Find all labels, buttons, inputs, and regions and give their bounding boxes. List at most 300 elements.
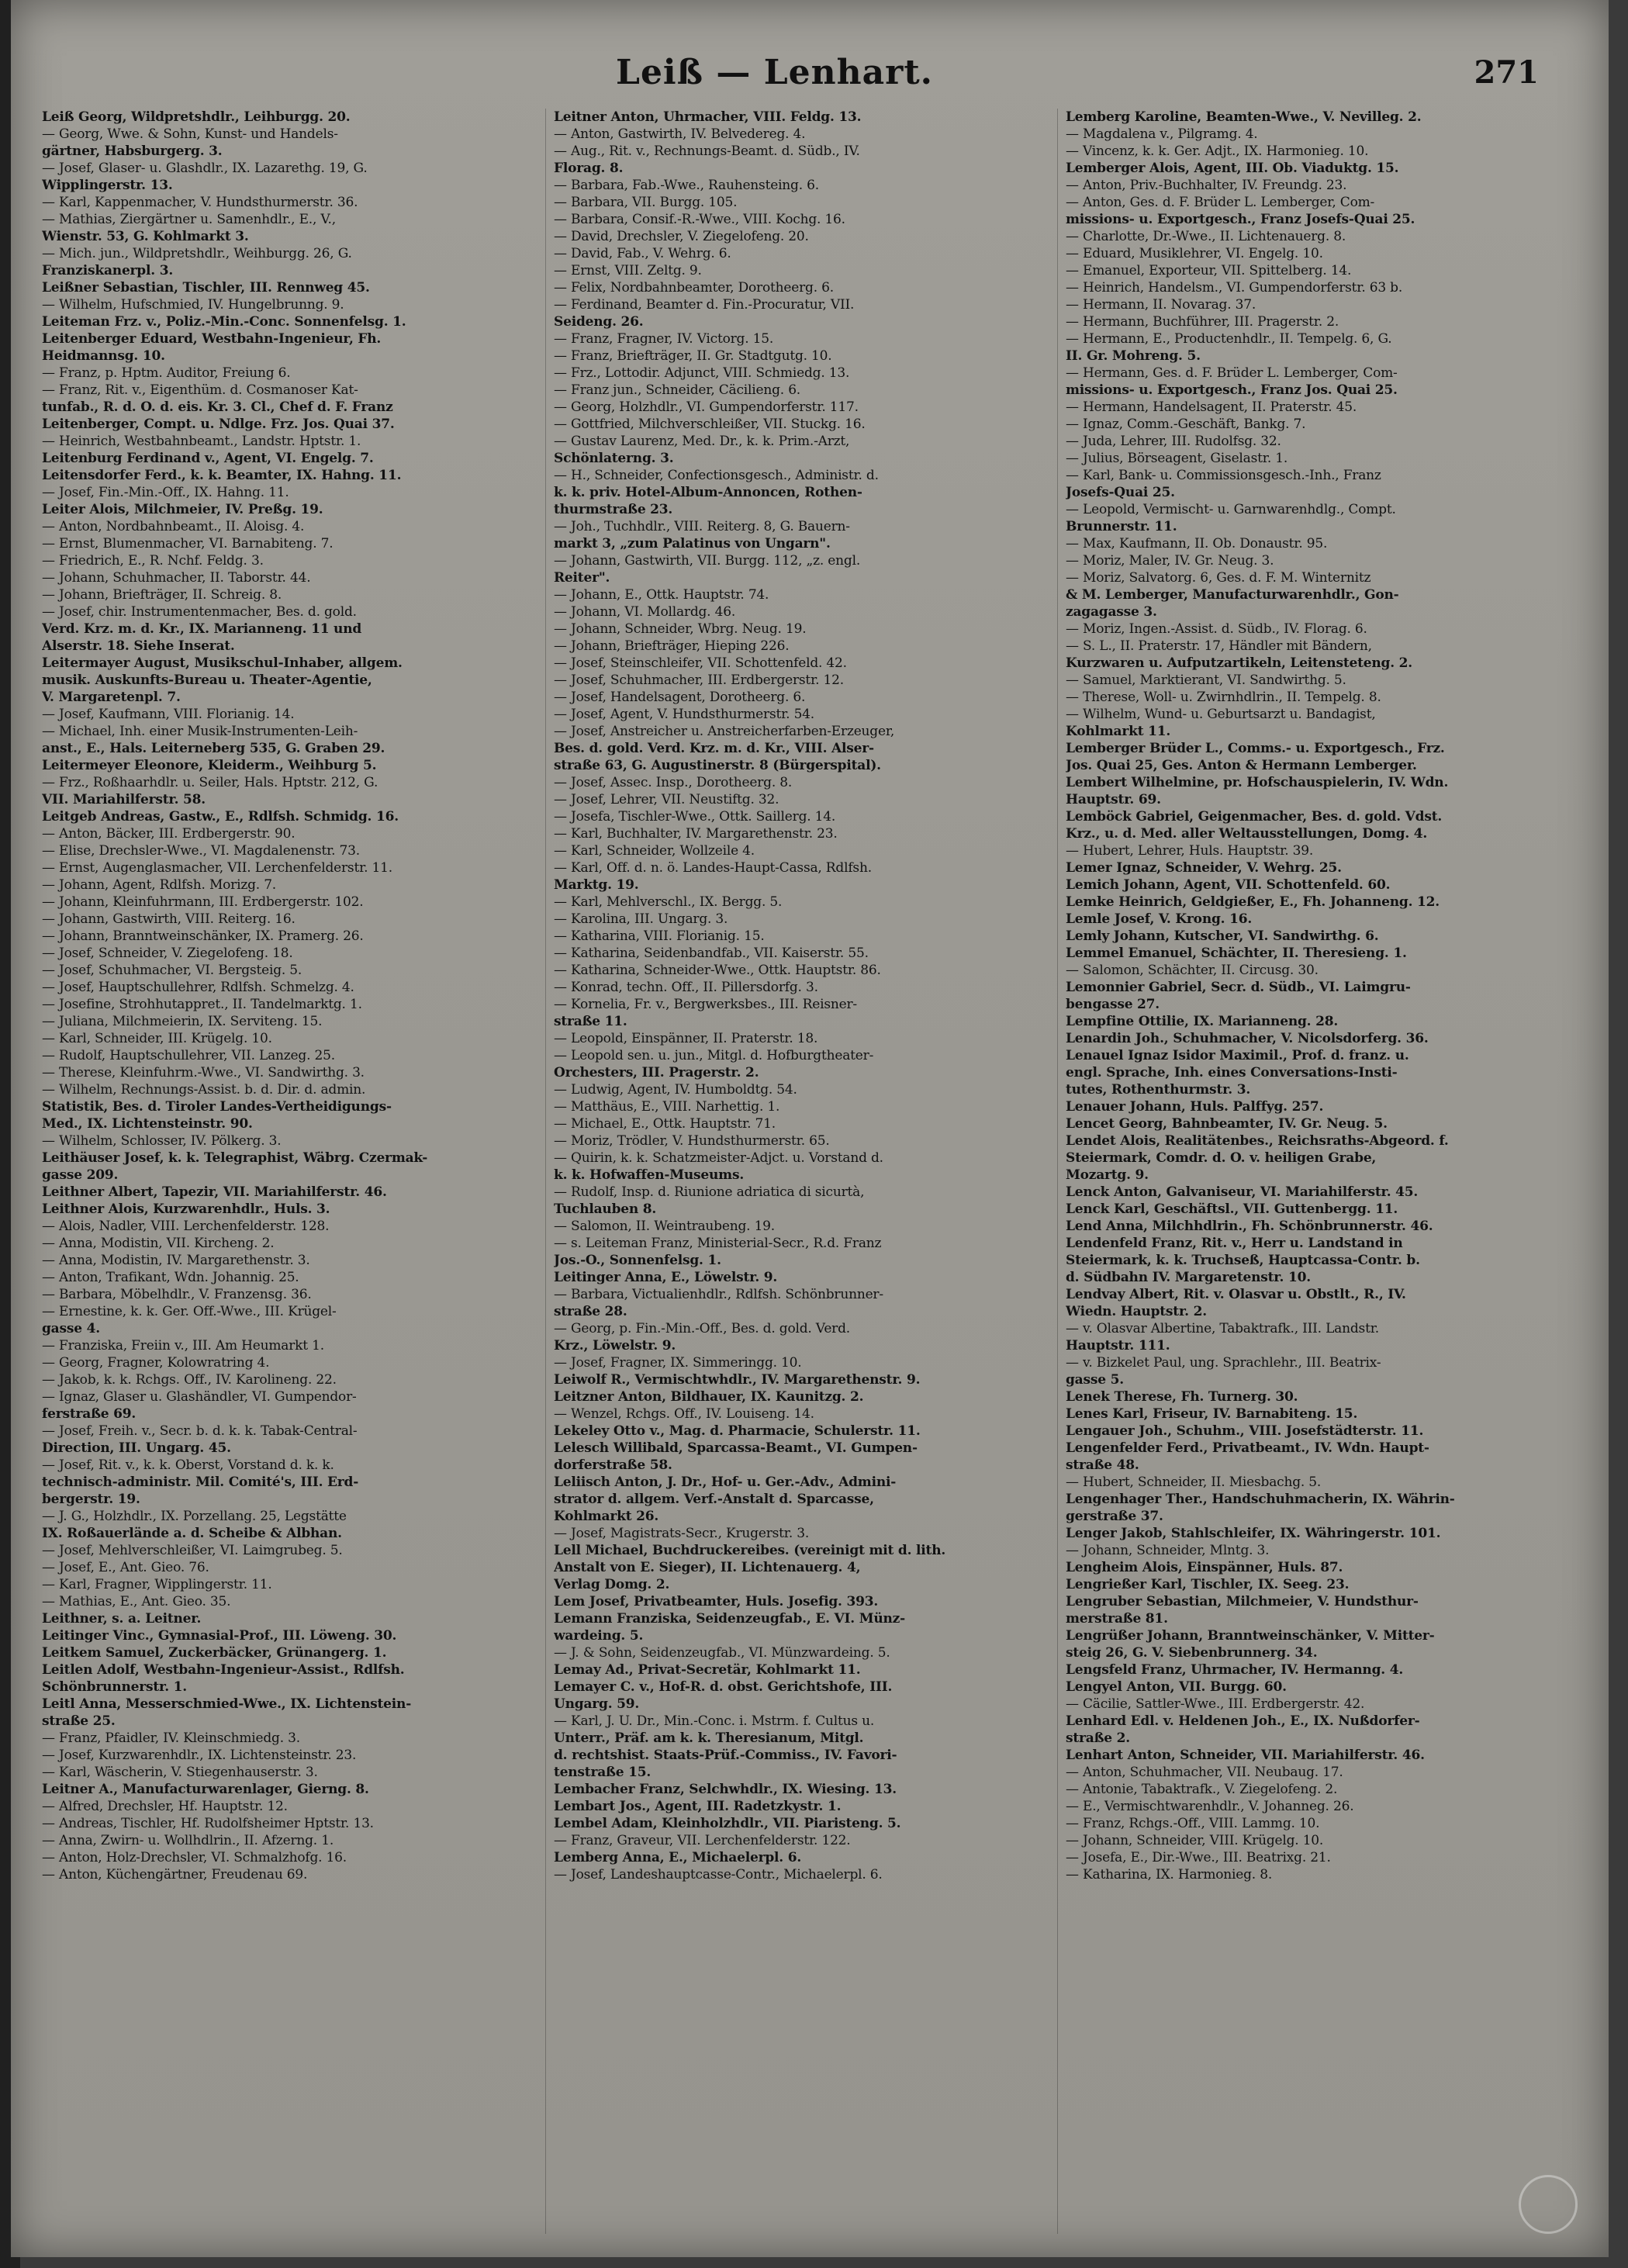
directory-entry: — Anton, Ges. d. F. Brüder L. Lemberger, Com-: [1066, 195, 1375, 210]
directory-entry: Lemberg Karoline, Beamten-Wwe., V. Nevilleg. 2.: [1066, 109, 1422, 125]
directory-entry: — Franz, Graveur, VII. Lerchenfelderstr. 122.: [554, 1833, 851, 1848]
directory-entry: Lemberg Anna, E., Michaelerpl. 6.: [554, 1850, 802, 1865]
directory-entry: — Ferdinand, Beamter d. Fin.-Procuratur, VII.: [554, 297, 855, 313]
directory-entry: — Alois, Nadler, VIII. Lerchenfelderstr. 128.: [42, 1219, 330, 1234]
directory-entry: — Ernst, Blumenmacher, VI. Barnabiteng. 7.: [42, 536, 334, 551]
directory-entry: Leitl Anna, Messerschmied-Wwe., IX. Lichtenstein-: [42, 1696, 412, 1712]
directory-entry: — Josefa, E., Dir.-Wwe., III. Beatrixg. 21.: [1066, 1850, 1331, 1865]
directory-entry: Lemmel Emanuel, Schächter, II. Theresieng. 1.: [1066, 946, 1407, 961]
directory-entry: — Anna, Modistin, IV. Margarethenstr. 3.: [42, 1253, 310, 1268]
directory-entry: — Georg, Fragner, Kolowratring 4.: [42, 1355, 270, 1371]
directory-entry: straße 63, G. Augustinerstr. 8 (Bürgerspital).: [554, 758, 881, 773]
directory-entry: — Barbara, VII. Burgg. 105.: [554, 195, 738, 210]
directory-entry: Lemonnier Gabriel, Secr. d. Südb., VI. Laimgru-: [1066, 980, 1411, 995]
directory-entry: merstraße 81.: [1066, 1611, 1168, 1627]
directory-entry: — Michael, E., Ottk. Hauptstr. 71.: [554, 1116, 776, 1132]
directory-entry: — Josef, Handelsagent, Dorotheerg. 6.: [554, 690, 806, 705]
directory-entry: bergerstr. 19.: [42, 1492, 140, 1507]
directory-entry: Seideng. 26.: [554, 314, 644, 330]
directory-entry: Lemayer C. v., Hof-R. d. obst. Gerichtshofe, III.: [554, 1679, 893, 1695]
directory-entry: — Franz, Rit. v., Eigenthüm. d. Cosmanoser Kat-: [42, 382, 358, 398]
directory-entry: Lenauel Ignaz Isidor Maximil., Prof. d. franz. u.: [1066, 1048, 1409, 1063]
directory-entry: — Johann, E., Ottk. Hauptstr. 74.: [554, 587, 769, 603]
directory-entry: Direction, III. Ungarg. 45.: [42, 1440, 231, 1456]
directory-entry: Lekeley Otto v., Mag. d. Pharmacie, Schulerstr. 11.: [554, 1423, 921, 1439]
directory-entry: technisch-administr. Mil. Comité's, III. Erd-: [42, 1475, 359, 1490]
directory-entry: Marktg. 19.: [554, 877, 639, 893]
directory-entry: Lemich Johann, Agent, VII. Schottenfeld. 60.: [1066, 877, 1391, 893]
directory-entry: — Jakob, k. k. Rchgs. Off., IV. Karolineng. 22.: [42, 1372, 337, 1388]
directory-entry: Leitner A., Manufacturwarenlager, Gierng. 8.: [42, 1782, 369, 1797]
directory-entry: gerstraße 37.: [1066, 1509, 1163, 1524]
directory-entry: — Josef, Fragner, IX. Simmeringg. 10.: [554, 1355, 802, 1371]
directory-entry: — Franz, Rchgs.-Off., VIII. Lammg. 10.: [1066, 1816, 1320, 1831]
directory-entry: Lemke Heinrich, Geldgießer, E., Fh. Johanneng. 12.: [1066, 894, 1440, 910]
directory-entry: Lengsfeld Franz, Uhrmacher, IV. Hermanng. 4.: [1066, 1662, 1404, 1678]
directory-entry: Florag. 8.: [554, 161, 624, 176]
directory-entry: Heidmannsg. 10.: [42, 348, 165, 364]
directory-entry: — Heinrich, Westbahnbeamt., Landstr. Hptstr. 1.: [42, 434, 361, 449]
directory-entry: missions- u. Exportgesch., Franz Josefs-Quai 25.: [1066, 212, 1415, 227]
directory-entry: — Rudolf, Hauptschullehrer, VII. Lanzeg. 25.: [42, 1048, 335, 1063]
directory-entry: tunfab., R. d. O. d. eis. Kr. 3. Cl., Chef d. F. Franz: [42, 399, 393, 415]
directory-entry: bengasse 27.: [1066, 997, 1160, 1012]
directory-entry: Leitzner Anton, Bildhauer, IX. Kaunitzg. 2.: [554, 1389, 864, 1405]
directory-entry: — Johann, Agent, Rdlfsh. Morizg. 7.: [42, 877, 277, 893]
directory-entry: Lencet Georg, Bahnbeamter, IV. Gr. Neug. 5.: [1066, 1116, 1388, 1132]
directory-entry: — Leopold, Einspänner, II. Praterstr. 18.: [554, 1031, 818, 1046]
directory-entry: Lenes Karl, Friseur, IV. Barnabiteng. 15.: [1066, 1406, 1358, 1422]
directory-entry: — Friedrich, E., R. Nchf. Feldg. 3.: [42, 553, 264, 569]
directory-entry: anst., E., Hals. Leiterneberg 535, G. Graben 29.: [42, 741, 385, 756]
directory-entry: — Josefine, Strohhutappret., II. Tandelmarktg. 1.: [42, 997, 362, 1012]
directory-entry: — Kornelia, Fr. v., Bergwerksbes., III. Reisner-: [554, 997, 857, 1012]
directory-entry: — Moriz, Ingen.-Assist. d. Südb., IV. Florag. 6.: [1066, 621, 1367, 637]
directory-entry: — Ernst, VIII. Zeltg. 9.: [554, 263, 702, 278]
directory-entry: — Josef, Hauptschullehrer, Rdlfsh. Schmelzg. 4.: [42, 980, 354, 995]
directory-page: [11, 0, 1609, 2257]
directory-entry: — Max, Kaufmann, II. Ob. Donaustr. 95.: [1066, 536, 1328, 551]
directory-entry: — Alfred, Drechsler, Hf. Hauptstr. 12.: [42, 1799, 288, 1814]
directory-entry: — Mathias, E., Ant. Gieo. 35.: [42, 1594, 231, 1609]
directory-entry: — Leopold, Vermischt- u. Garnwarenhdlg., Compt.: [1066, 502, 1396, 517]
directory-entry: — Johann, Schneider, VIII. Krügelg. 10.: [1066, 1833, 1324, 1848]
directory-entry: missions- u. Exportgesch., Franz Jos. Quai 25.: [1066, 382, 1398, 398]
directory-entry: Steiermark, k. k. Truchseß, Hauptcassa-Contr. b.: [1066, 1253, 1420, 1268]
directory-entry: — Barbara, Fab.-Wwe., Rauhensteing. 6.: [554, 178, 819, 193]
directory-entry: Lenek Therese, Fh. Turnerg. 30.: [1066, 1389, 1298, 1405]
directory-entry: — Salomon, II. Weintraubeng. 19.: [554, 1219, 775, 1234]
column-3: [1066, 109, 1570, 2234]
directory-entry: Josefs-Quai 25.: [1066, 485, 1175, 500]
directory-entry: dorferstraße 58.: [554, 1457, 672, 1473]
column-1: [42, 109, 546, 2234]
directory-entry: Leiß Georg, Wildpretshdlr., Leihburgg. 20.: [42, 109, 351, 125]
directory-entry: — Barbara, Consif.-R.-Wwe., VIII. Kochg. 16.: [554, 212, 845, 227]
directory-entry: — Johann, Kleinfuhrmann, III. Erdbergerstr. 102.: [42, 894, 364, 910]
directory-entry: Leitenberger, Compt. u. Ndlge. Frz. Jos. Quai 37.: [42, 417, 395, 432]
directory-entry: Lenhart Anton, Schneider, VII. Mariahilferstr. 46.: [1066, 1748, 1425, 1763]
directory-entry: — Johann, Schuhmacher, II. Taborstr. 44.: [42, 570, 311, 586]
directory-entry: Wienstr. 53, G. Kohlmarkt 3.: [42, 229, 249, 244]
directory-entry: — Franz, Pfaidler, IV. Kleinschmiedg. 3.: [42, 1730, 300, 1746]
directory-entry: — Karl, Buchhalter, IV. Margarethenstr. 23.: [554, 826, 838, 842]
directory-entry: Leithner Alois, Kurzwarenhdlr., Huls. 3.: [42, 1201, 330, 1217]
directory-entry: Leitner Anton, Uhrmacher, VIII. Feldg. 13.: [554, 109, 862, 125]
directory-entry: gärtner, Habsburgerg. 3.: [42, 143, 223, 159]
directory-entry: VII. Mariahilferstr. 58.: [42, 792, 206, 807]
directory-entry: d. Südbahn IV. Margaretenstr. 10.: [1066, 1270, 1311, 1285]
directory-entry: — Hermann, E., Productenhdlr., II. Tempelg. 6, G.: [1066, 331, 1392, 347]
directory-entry: Leißner Sebastian, Tischler, III. Rennweg 45.: [42, 280, 370, 296]
directory-entry: Lengrießer Karl, Tischler, IX. Seeg. 23.: [1066, 1577, 1350, 1592]
directory-entry: Lengenhager Ther., Handschuhmacherin, IX. Währin-: [1066, 1492, 1455, 1507]
directory-entry: Lenck Anton, Galvaniseur, VI. Mariahilferstr. 45.: [1066, 1184, 1419, 1200]
directory-entry: — Julius, Börseagent, Giselastr. 1.: [1066, 451, 1288, 466]
running-head: [11, 45, 1609, 99]
directory-entry: — Magdalena v., Pilgramg. 4.: [1066, 126, 1258, 142]
directory-entry: — Johann, Briefträger, II. Schreig. 8.: [42, 587, 282, 603]
directory-entry: Orchesters, III. Pragerstr. 2.: [554, 1065, 759, 1080]
directory-entry: — Anton, Küchengärtner, Freudenau 69.: [42, 1867, 308, 1883]
directory-entry: Schönbrunnerstr. 1.: [42, 1679, 187, 1695]
directory-entry: IX. Roßauerlände a. d. Scheibe & Albhan.: [42, 1526, 342, 1541]
directory-entry: Tuchlauben 8.: [554, 1201, 657, 1217]
directory-entry: — Wilhelm, Rechnungs-Assist. b. d. Dir. d. admin.: [42, 1082, 366, 1098]
directory-entry: — Samuel, Marktierant, VI. Sandwirthg. 5.: [1066, 672, 1346, 688]
directory-entry: — Therese, Woll- u. Zwirnhdlrin., II. Tempelg. 8.: [1066, 690, 1381, 705]
directory-entry: — Karl, Wäscherin, V. Stiegenhauserstr. 3.: [42, 1765, 318, 1780]
directory-entry: straße 25.: [42, 1713, 116, 1729]
directory-entry: — Karl, Fragner, Wipplingerstr. 11.: [42, 1577, 272, 1592]
directory-entry: Jos.-O., Sonnenfelsg. 1.: [554, 1253, 721, 1268]
directory-entry: — Konrad, techn. Off., II. Pillersdorfg. 3.: [554, 980, 818, 995]
directory-entry: — Karl, Bank- u. Commissionsgesch.-Inh., Franz: [1066, 468, 1381, 483]
directory-entry: — Anton, Gastwirth, IV. Belvedereg. 4.: [554, 126, 806, 142]
directory-entry: Kurzwaren u. Aufputzartikeln, Leitensteteng. 2.: [1066, 655, 1413, 671]
directory-entry: — Hubert, Schneider, II. Miesbachg. 5.: [1066, 1475, 1322, 1490]
directory-entry: Lendet Alois, Realitätenbes., Reichsraths-Abgeord. f.: [1066, 1133, 1449, 1149]
directory-entry: — Hubert, Lehrer, Huls. Hauptstr. 39.: [1066, 843, 1314, 859]
directory-entry: — Mathias, Ziergärtner u. Samenhdlr., E., V.,: [42, 212, 336, 227]
directory-entry: Ungarg. 59.: [554, 1696, 640, 1712]
directory-entry: Leithner Albert, Tapezir, VII. Mariahilferstr. 46.: [42, 1184, 387, 1200]
directory-entry: — Hermann, Buchführer, III. Pragerstr. 2.: [1066, 314, 1339, 330]
directory-entry: Lendvay Albert, Rit. v. Olasvar u. Obstlt., R., IV.: [1066, 1287, 1406, 1302]
directory-entry: Leiter Alois, Milchmeier, IV. Preßg. 19.: [42, 502, 323, 517]
directory-entry: — Vincenz, k. k. Ger. Adjt., IX. Harmonieg. 10.: [1066, 143, 1369, 159]
directory-entry: — Juda, Lehrer, III. Rudolfsg. 32.: [1066, 434, 1281, 449]
directory-entry: straße 2.: [1066, 1730, 1130, 1746]
directory-entry: Krz., u. d. Med. aller Weltausstellungen, Domg. 4.: [1066, 826, 1428, 842]
directory-entry: — Salomon, Schächter, II. Circusg. 30.: [1066, 963, 1319, 978]
directory-entry: — Josef, Schuhmacher, III. Erdbergerstr. 12.: [554, 672, 844, 688]
directory-entry: Alserstr. 18. Siehe Inserat.: [42, 638, 235, 654]
directory-entry: — Eduard, Musiklehrer, VI. Engelg. 10.: [1066, 246, 1323, 261]
directory-entry: — Barbara, Möbelhdlr., V. Franzensg. 36.: [42, 1287, 312, 1302]
directory-entry: — Johann, Gastwirth, VII. Burgg. 112, „z. engl.: [554, 553, 861, 569]
directory-entry: — Felix, Nordbahnbeamter, Dorotheerg. 6.: [554, 280, 834, 296]
directory-entry: Statistik, Bes. d. Tiroler Landes-Vertheidigungs-: [42, 1099, 392, 1115]
directory-entry: Lell Michael, Buchdruckereibes. (vereinigt mit d. lith.: [554, 1543, 946, 1558]
directory-entry: — Johann, VI. Mollardg. 46.: [554, 604, 736, 620]
directory-entry: & M. Lemberger, Manufacturwarenhdlr., Gon-: [1066, 587, 1399, 603]
directory-entry: tenstraße 15.: [554, 1765, 652, 1780]
directory-entry: — J. & Sohn, Seidenzeugfab., VI. Münzwardeing. 5.: [554, 1645, 890, 1661]
directory-entry: — Johann, Branntweinschänker, IX. Pramerg. 26.: [42, 928, 364, 944]
directory-entry: Lemann Franziska, Seidenzeugfab., E. VI. Münz-: [554, 1611, 905, 1627]
directory-entry: — Ludwig, Agent, IV. Humboldtg. 54.: [554, 1082, 797, 1098]
directory-entry: — Ernestine, k. k. Ger. Off.-Wwe., III. Krügel-: [42, 1304, 337, 1319]
directory-entry: engl. Sprache, Inh. eines Conversations-Insti-: [1066, 1065, 1398, 1080]
directory-entry: — v. Olasvar Albertine, Tabaktrafk., III. Landstr.: [1066, 1321, 1379, 1336]
directory-entry: — Matthäus, E., VIII. Narhettig. 1.: [554, 1099, 780, 1115]
directory-entry: Lengruber Sebastian, Milchmeier, V. Hundsthur-: [1066, 1594, 1419, 1609]
directory-entry: Anstalt von E. Sieger), II. Lichtenauerg. 4,: [554, 1560, 861, 1575]
directory-entry: — Moriz, Salvatorg. 6, Ges. d. F. M. Winternitz: [1066, 570, 1371, 586]
directory-entry: — Franz, Fragner, IV. Victorg. 15.: [554, 331, 774, 347]
directory-entry: — Moriz, Maler, IV. Gr. Neug. 3.: [1066, 553, 1274, 569]
column-2: [554, 109, 1058, 2234]
directory-entry: — Juliana, Milchmeierin, IX. Serviteng. 15.: [42, 1014, 323, 1029]
directory-entry: zagagasse 3.: [1066, 604, 1157, 620]
directory-entry: — Karl, Schneider, III. Krügelg. 10.: [42, 1031, 272, 1046]
directory-entry: — Gustav Laurenz, Med. Dr., k. k. Prim.-Arzt,: [554, 434, 850, 449]
directory-entry: Leitermayer August, Musikschul-Inhaber, allgem.: [42, 655, 403, 671]
directory-entry: Krz., Löwelstr. 9.: [554, 1338, 676, 1354]
directory-entry: — Anton, Bäcker, III. Erdbergerstr. 90.: [42, 826, 296, 842]
directory-entry: Leitlen Adolf, Westbahn-Ingenieur-Assist., Rdlfsh.: [42, 1662, 405, 1678]
directory-entry: — Anna, Zwirn- u. Wollhdlrin., II. Afzerng. 1.: [42, 1833, 334, 1848]
directory-entry: Leitkem Samuel, Zuckerbäcker, Grünangerg. 1.: [42, 1645, 387, 1661]
directory-entry: strator d. allgem. Verf.-Anstalt d. Sparcasse,: [554, 1492, 874, 1507]
directory-entry: straße 11.: [554, 1014, 627, 1029]
directory-entry: Lenck Karl, Geschäftsl., VII. Guttenbergg. 11.: [1066, 1201, 1398, 1217]
directory-entry: Verlag Domg. 2.: [554, 1577, 670, 1592]
directory-entry: Leitinger Anna, E., Löwelstr. 9.: [554, 1270, 778, 1285]
directory-entry: Lembacher Franz, Selchwhdlr., IX. Wiesing. 13.: [554, 1782, 897, 1797]
directory-entry: Lengheim Alois, Einspänner, Huls. 87.: [1066, 1560, 1343, 1575]
page-title: Leiß — Lenhart.: [616, 53, 933, 92]
directory-entry: — Katharina, Schneider-Wwe., Ottk. Hauptstr. 86.: [554, 963, 881, 978]
directory-entry: Lenauer Johann, Huls. Palffyg. 257.: [1066, 1099, 1324, 1115]
directory-entry: Brunnerstr. 11.: [1066, 519, 1177, 534]
directory-entry: — Wilhelm, Hufschmied, IV. Hungelbrunng. 9.: [42, 297, 344, 313]
directory-entry: V. Margaretenpl. 7.: [42, 690, 181, 705]
directory-entry: — S. L., II. Praterstr. 17, Händler mit Bändern,: [1066, 638, 1372, 654]
directory-entry: Leiteman Frz. v., Poliz.-Min.-Conc. Sonnenfelsg. 1.: [42, 314, 406, 330]
directory-entry: Hauptstr. 111.: [1066, 1338, 1170, 1354]
directory-entry: Lengyel Anton, VII. Burgg. 60.: [1066, 1679, 1287, 1695]
directory-entry: — H., Schneider, Confectionsgesch., Administr. d.: [554, 468, 879, 483]
directory-entry: Bes. d. gold. Verd. Krz. m. d. Kr., VIII. Alser-: [554, 741, 874, 756]
directory-entry: — Josef, Schuhmacher, VI. Bergsteig. 5.: [42, 963, 302, 978]
directory-entry: Jos. Quai 25, Ges. Anton & Hermann Lemberger.: [1066, 758, 1417, 773]
directory-entry: Leithäuser Josef, k. k. Telegraphist, Wäbrg. Czermak-: [42, 1150, 428, 1166]
directory-entry: gasse 4.: [42, 1321, 100, 1336]
directory-entry: Leliisch Anton, J. Dr., Hof- u. Ger.-Adv., Admini-: [554, 1475, 897, 1490]
directory-entry: — Mich. jun., Wildpretshdlr., Weihburgg. 26, G.: [42, 246, 352, 261]
directory-entry: gasse 5.: [1066, 1372, 1124, 1388]
directory-entry: Schönlaterng. 3.: [554, 451, 674, 466]
directory-entry: thurmstraße 23.: [554, 502, 673, 517]
directory-entry: — Josef, Kaufmann, VIII. Florianig. 14.: [42, 707, 295, 722]
directory-entry: — Andreas, Tischler, Hf. Rudolfsheimer Hptstr. 13.: [42, 1816, 374, 1831]
directory-entry: Franziskanerpl. 3.: [42, 263, 174, 278]
directory-entry: Leithner, s. a. Leitner.: [42, 1611, 202, 1627]
directory-entry: — Karolina, III. Ungarg. 3.: [554, 911, 728, 927]
directory-entry: — Hermann, Ges. d. F. Brüder L. Lemberger, Com-: [1066, 365, 1398, 381]
directory-entry: Leitermeyer Eleonore, Kleiderm., Weihburg 5.: [42, 758, 377, 773]
directory-entry: — Franz, Briefträger, II. Gr. Stadtgutg. 10.: [554, 348, 832, 364]
directory-entry: — Josef, chir. Instrumentenmacher, Bes. d. gold.: [42, 604, 357, 620]
directory-entry: straße 48.: [1066, 1457, 1139, 1473]
directory-entry: tutes, Rothenthurmstr. 3.: [1066, 1082, 1251, 1098]
directory-entry: — Charlotte, Dr.-Wwe., II. Lichtenauerg. 8.: [1066, 229, 1346, 244]
directory-entry: Lempfine Ottilie, IX. Marianneng. 28.: [1066, 1014, 1339, 1029]
directory-entry: Lemay Ad., Privat-Secretär, Kohlmarkt 11.: [554, 1662, 861, 1678]
directory-entry: — Rudolf, Insp. d. Riunione adriatica di sicurtà,: [554, 1184, 865, 1200]
directory-columns: [42, 109, 1585, 2234]
directory-entry: markt 3, „zum Palatinus von Ungarn".: [554, 536, 831, 551]
directory-entry: — Josef, Fin.-Min.-Off., IX. Hahng. 11.: [42, 485, 289, 500]
directory-entry: — Johann, Schneider, Wbrg. Neug. 19.: [554, 621, 807, 637]
directory-entry: — J. G., Holzhdlr., IX. Porzellang. 25, Legstätte: [42, 1509, 347, 1524]
directory-entry: Lembart Jos., Agent, III. Radetzkystr. 1.: [554, 1799, 842, 1814]
directory-entry: — Josefa, Tischler-Wwe., Ottk. Saillerg. 14.: [554, 809, 836, 825]
directory-entry: Unterr., Präf. am k. k. Theresianum, Mitgl.: [554, 1730, 864, 1746]
directory-entry: — Frz., Lottodir. Adjunct, VIII. Schmiedg. 13.: [554, 365, 850, 381]
directory-entry: Hauptstr. 69.: [1066, 792, 1161, 807]
directory-entry: — Katharina, IX. Harmonieg. 8.: [1066, 1867, 1273, 1883]
directory-entry: — Therese, Kleinfuhrm.-Wwe., VI. Sandwirthg. 3.: [42, 1065, 365, 1080]
directory-entry: — Cäcilie, Sattler-Wwe., III. Erdbergerstr. 42.: [1066, 1696, 1365, 1712]
directory-entry: Lengenfelder Ferd., Privatbeamt., IV. Wdn. Haupt-: [1066, 1440, 1429, 1456]
directory-entry: — Emanuel, Exporteur, VII. Spittelberg. 14.: [1066, 263, 1352, 278]
directory-entry: — Heinrich, Handelsm., VI. Gumpendorferstr. 63 b.: [1066, 280, 1403, 296]
directory-entry: — Hermann, II. Novarag. 37.: [1066, 297, 1256, 313]
directory-entry: Lembel Adam, Kleinholzhdlr., VII. Piaristeng. 5.: [554, 1816, 901, 1831]
directory-entry: — E., Vermischtwarenhdlr., V. Johanneg. 26.: [1066, 1799, 1354, 1814]
directory-entry: — Franziska, Freiin v., III. Am Heumarkt 1.: [42, 1338, 324, 1354]
directory-entry: — Johann, Gastwirth, VIII. Reiterg. 16.: [42, 911, 296, 927]
directory-entry: Wipplingerstr. 13.: [42, 178, 173, 193]
directory-entry: — Josef, Steinschleifer, VII. Schottenfeld. 42.: [554, 655, 847, 671]
directory-entry: — Ignaz, Comm.-Geschäft, Bankg. 7.: [1066, 417, 1306, 432]
directory-entry: — Karl, Off. d. n. ö. Landes-Haupt-Cassa, Rdlfsh.: [554, 860, 872, 876]
directory-entry: Lem Josef, Privatbeamter, Huls. Josefig. 393.: [554, 1594, 879, 1609]
directory-entry: — Josef, Agent, V. Hundsthurmerstr. 54.: [554, 707, 815, 722]
directory-entry: — Josef, Magistrats-Secr., Krugerstr. 3.: [554, 1526, 810, 1541]
directory-entry: — David, Fab., V. Wehrg. 6.: [554, 246, 731, 261]
directory-entry: Leitensdorfer Ferd., k. k. Beamter, IX. Hahng. 11.: [42, 468, 402, 483]
directory-entry: — Antonie, Tabaktrafk., V. Ziegelofeng. 2.: [1066, 1782, 1338, 1797]
directory-entry: — Aug., Rit. v., Rechnungs-Beamt. d. Südb., IV.: [554, 143, 860, 159]
directory-entry: — Barbara, Victualienhdlr., Rdlfsh. Schönbrunner-: [554, 1287, 883, 1302]
directory-entry: — Ernst, Augenglasmacher, VII. Lerchenfelderstr. 11.: [42, 860, 392, 876]
directory-entry: — Franz, p. Hptm. Auditor, Freiung 6.: [42, 365, 291, 381]
directory-entry: — Anna, Modistin, VII. Kircheng. 2.: [42, 1236, 275, 1251]
directory-entry: — Frz., Roßhaarhdlr. u. Seiler, Hals. Hptstr. 212, G.: [42, 775, 378, 790]
directory-entry: — Anton, Nordbahnbeamt., II. Aloisg. 4.: [42, 519, 305, 534]
directory-entry: — Wilhelm, Wund- u. Geburtsarzt u. Bandagist,: [1066, 707, 1376, 722]
directory-entry: — Josef, Assec. Insp., Dorotheerg. 8.: [554, 775, 793, 790]
directory-entry: — Michael, Inh. einer Musik-Instrumenten-Leih-: [42, 724, 358, 739]
directory-entry: — Elise, Drechsler-Wwe., VI. Magdalenenstr. 73.: [42, 843, 360, 859]
directory-entry: — Georg, Wwe. & Sohn, Kunst- und Handels-: [42, 126, 338, 142]
directory-entry: Lemberger Alois, Agent, III. Ob. Viaduktg. 15.: [1066, 161, 1399, 176]
directory-entry: II. Gr. Mohreng. 5.: [1066, 348, 1201, 364]
directory-entry: — Katharina, VIII. Florianig. 15.: [554, 928, 765, 944]
directory-entry: Leiwolf R., Vermischtwhdlr., IV. Margarethenstr. 9.: [554, 1372, 921, 1388]
directory-entry: — Josef, Rit. v., k. k. Oberst, Vorstand d. k. k.: [42, 1457, 334, 1473]
directory-entry: Steiermark, Comdr. d. O. v. heiligen Grabe,: [1066, 1150, 1377, 1166]
directory-entry: Lelesch Willibald, Sparcassa-Beamt., VI. Gumpen-: [554, 1440, 918, 1456]
directory-entry: Lendenfeld Franz, Rit. v., Herr u. Landstand in: [1066, 1236, 1403, 1251]
directory-entry: — Johann, Schneider, Mlntg. 3.: [1066, 1543, 1270, 1558]
directory-entry: — Karl, Schneider, Wollzeile 4.: [554, 843, 755, 859]
directory-entry: — Gottfried, Milchverschleißer, VII. Stuckg. 16.: [554, 417, 866, 432]
directory-entry: — Hermann, Handelsagent, II. Praterstr. 45.: [1066, 399, 1357, 415]
directory-entry: — Josef, Freih. v., Secr. b. d. k. k. Tabak-Central-: [42, 1423, 358, 1439]
directory-entry: — Karl, J. U. Dr., Min.-Conc. i. Mstrm. f. Cultus u.: [554, 1713, 875, 1729]
directory-entry: d. rechtshist. Staats-Prüf.-Commiss., IV. Favori-: [554, 1748, 897, 1763]
directory-entry: Lemer Ignaz, Schneider, V. Wehrg. 25.: [1066, 860, 1342, 876]
directory-entry: Leitgeb Andreas, Gastw., E., Rdlfsh. Schmidg. 16.: [42, 809, 399, 825]
directory-entry: — Joh., Tuchhdlr., VIII. Reiterg. 8, G. Bauern-: [554, 519, 850, 534]
directory-entry: Kohlmarkt 11.: [1066, 724, 1171, 739]
directory-entry: Lemböck Gabriel, Geigenmacher, Bes. d. gold. Vdst.: [1066, 809, 1443, 825]
directory-entry: straße 28.: [554, 1304, 627, 1319]
directory-entry: — Josef, E., Ant. Gieo. 76.: [42, 1560, 209, 1575]
directory-entry: — Katharina, Seidenbandfab., VII. Kaiserstr. 55.: [554, 946, 869, 961]
directory-entry: musik. Auskunfts-Bureau u. Theater-Agentie,: [42, 672, 372, 688]
directory-entry: Kohlmarkt 26.: [554, 1509, 659, 1524]
directory-entry: — Josef, Landeshauptcasse-Contr., Michaelerpl. 6.: [554, 1867, 883, 1883]
directory-entry: — Josef, Kurzwarenhdlr., IX. Lichtensteinstr. 23.: [42, 1748, 357, 1763]
directory-entry: Lenardin Joh., Schuhmacher, V. Nicolsdorferg. 36.: [1066, 1031, 1429, 1046]
directory-entry: — Josef, Anstreicher u. Anstreicherfarben-Erzeuger,: [554, 724, 895, 739]
directory-entry: — Georg, p. Fin.-Min.-Off., Bes. d. gold. Verd.: [554, 1321, 850, 1336]
directory-entry: Leitinger Vinc., Gymnasial-Prof., III. Löweng. 30.: [42, 1628, 397, 1644]
directory-entry: — Josef, Lehrer, VII. Neustiftg. 32.: [554, 792, 779, 807]
directory-entry: — Karl, Mehlverschl., IX. Bergg. 5.: [554, 894, 783, 910]
directory-entry: — Ignaz, Glaser u. Glashändler, VI. Gumpendor-: [42, 1389, 357, 1405]
directory-entry: Lenger Jakob, Stahlschleifer, IX. Währingerstr. 101.: [1066, 1526, 1441, 1541]
directory-entry: Leitenburg Ferdinand v., Agent, VI. Engelg. 7.: [42, 451, 374, 466]
directory-entry: — v. Bizkelet Paul, ung. Sprachlehr., III. Beatrix-: [1066, 1355, 1381, 1371]
directory-entry: Mozartg. 9.: [1066, 1167, 1149, 1183]
directory-entry: Reiter".: [554, 570, 610, 586]
directory-entry: — Anton, Priv.-Buchhalter, IV. Freundg. 23.: [1066, 178, 1347, 193]
directory-entry: — Josef, Glaser- u. Glashdlr., IX. Lazarethg. 19, G.: [42, 161, 368, 176]
directory-entry: Leitenberger Eduard, Westbahn-Ingenieur, Fh.: [42, 331, 382, 347]
directory-entry: — s. Leiteman Franz, Ministerial-Secr., R.d. Franz: [554, 1236, 882, 1251]
directory-entry: — Wenzel, Rchgs. Off., IV. Louiseng. 14.: [554, 1406, 814, 1422]
directory-entry: — Anton, Trafikant, Wdn. Johannig. 25.: [42, 1270, 299, 1285]
directory-entry: Lenhard Edl. v. Heldenen Joh., E., IX. Nußdorfer-: [1066, 1713, 1420, 1729]
directory-entry: ferstraße 69.: [42, 1406, 137, 1422]
directory-entry: gasse 209.: [42, 1167, 119, 1183]
directory-entry: Lemly Johann, Kutscher, VI. Sandwirthg. 6.: [1066, 928, 1379, 944]
directory-entry: Med., IX. Lichtensteinstr. 90.: [42, 1116, 253, 1132]
directory-entry: — Franz jun., Schneider, Cäcilieng. 6.: [554, 382, 801, 398]
directory-entry: — David, Drechsler, V. Ziegelofeng. 20.: [554, 229, 809, 244]
directory-entry: — Quirin, k. k. Schatzmeister-Adjct. u. Vorstand d.: [554, 1150, 883, 1166]
directory-entry: — Wilhelm, Schlosser, IV. Pölkerg. 3.: [42, 1133, 282, 1149]
directory-entry: Wiedn. Hauptstr. 2.: [1066, 1304, 1207, 1319]
directory-entry: k. k. priv. Hotel-Album-Annoncen, Rothen-: [554, 485, 862, 500]
